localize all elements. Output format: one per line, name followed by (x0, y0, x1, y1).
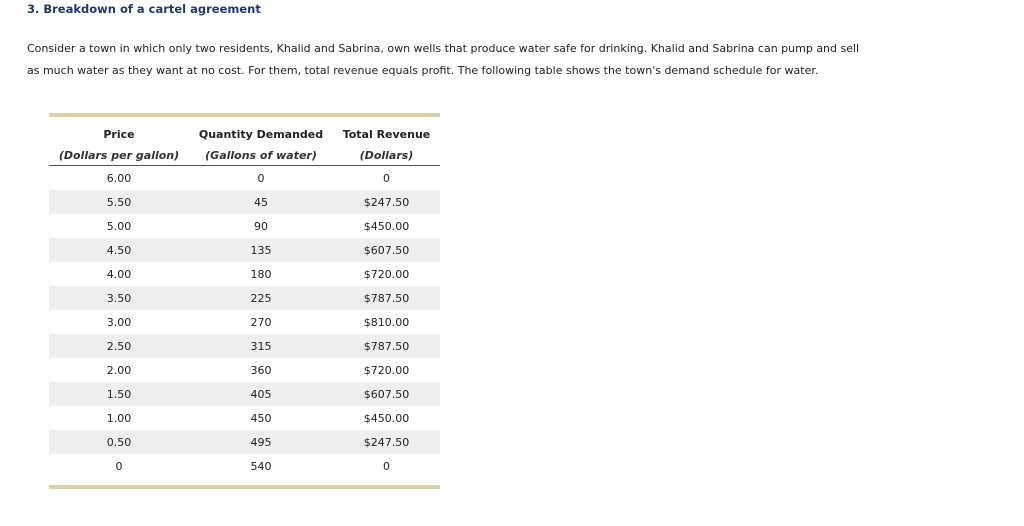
cell-revenue: $607.50 (333, 238, 440, 262)
table-row (49, 310, 440, 334)
cell-price: 5.50 (49, 190, 189, 214)
cell-price: 0 (115, 459, 123, 473)
cell-revenue: $787.50 (333, 286, 440, 310)
table-row (49, 406, 440, 430)
cell-price: 0.50 (49, 430, 189, 454)
intro-paragraph (27, 38, 907, 82)
cell-price: 2.00 (106, 363, 132, 377)
table-header-row (49, 124, 440, 145)
table-row (49, 358, 440, 382)
table-bottom-rule (49, 485, 440, 489)
intro-line-1: Consider a town in which only two residents, Khalid and Sabrina, own wells that produce water safe for drinking. Khalid and Sabrina can pump and sell (27, 42, 860, 55)
subheader-quantity-units: (Gallons of water) (189, 145, 333, 166)
table-row (49, 166, 440, 191)
cell-price: 6.00 (106, 171, 132, 185)
table-row (49, 286, 440, 310)
cell-revenue: $247.50 (333, 190, 440, 214)
table-row (49, 214, 440, 238)
cell-quantity: 315 (189, 334, 333, 358)
cell-quantity: 450 (250, 411, 272, 425)
cell-revenue: $607.50 (333, 382, 440, 406)
subheader-revenue-units: (Dollars) (333, 145, 440, 166)
table-row (49, 382, 440, 406)
cell-revenue: $247.50 (333, 430, 440, 454)
cell-revenue: 0 (383, 459, 390, 473)
cell-quantity: 180 (250, 267, 272, 281)
cell-revenue: $787.50 (333, 334, 440, 358)
cell-price: 1.00 (106, 411, 132, 425)
cell-price: 3.00 (106, 315, 132, 329)
cell-quantity: 90 (254, 219, 268, 233)
table-row (49, 238, 440, 262)
header-quantity-demanded: Quantity Demanded (198, 128, 324, 141)
demand-schedule-table (49, 124, 440, 478)
demand-schedule-table-wrap (49, 113, 440, 489)
header-total-revenue: Total Revenue (342, 128, 431, 141)
section-heading: 3. Breakdown of a cartel agreement (27, 2, 261, 16)
cell-quantity: 270 (250, 315, 272, 329)
cell-price: 5.00 (106, 219, 132, 233)
table-row (49, 334, 440, 358)
cell-price: 2.50 (49, 334, 189, 358)
table-row (49, 262, 440, 286)
subheader-price-units: (Dollars per gallon) (49, 145, 189, 166)
cell-revenue: 0 (383, 171, 390, 185)
cell-quantity: 540 (250, 459, 272, 473)
cell-price: 4.50 (49, 238, 189, 262)
cell-revenue: $450.00 (363, 411, 410, 425)
header-price: Price (103, 128, 135, 141)
table-row (49, 190, 440, 214)
cell-price: 4.00 (106, 267, 132, 281)
cell-quantity: 0 (257, 171, 265, 185)
cell-quantity: 405 (189, 382, 333, 406)
cell-revenue: $810.00 (363, 315, 410, 329)
cell-quantity: 135 (189, 238, 333, 262)
cell-quantity: 45 (189, 190, 333, 214)
table-body (49, 166, 440, 479)
table-row (49, 454, 440, 478)
cell-revenue: $450.00 (363, 219, 410, 233)
intro-line-2: as much water as they want at no cost. For them, total revenue equals profit. The following table shows the town's demand schedule for water. (27, 64, 819, 77)
table-row (49, 430, 440, 454)
cell-revenue: $720.00 (363, 363, 410, 377)
cell-price: 1.50 (49, 382, 189, 406)
cell-quantity: 225 (189, 286, 333, 310)
table-subheader-row (49, 145, 440, 166)
cell-quantity: 360 (250, 363, 272, 377)
cell-revenue: $720.00 (363, 267, 410, 281)
cell-quantity: 495 (189, 430, 333, 454)
cell-price: 3.50 (49, 286, 189, 310)
